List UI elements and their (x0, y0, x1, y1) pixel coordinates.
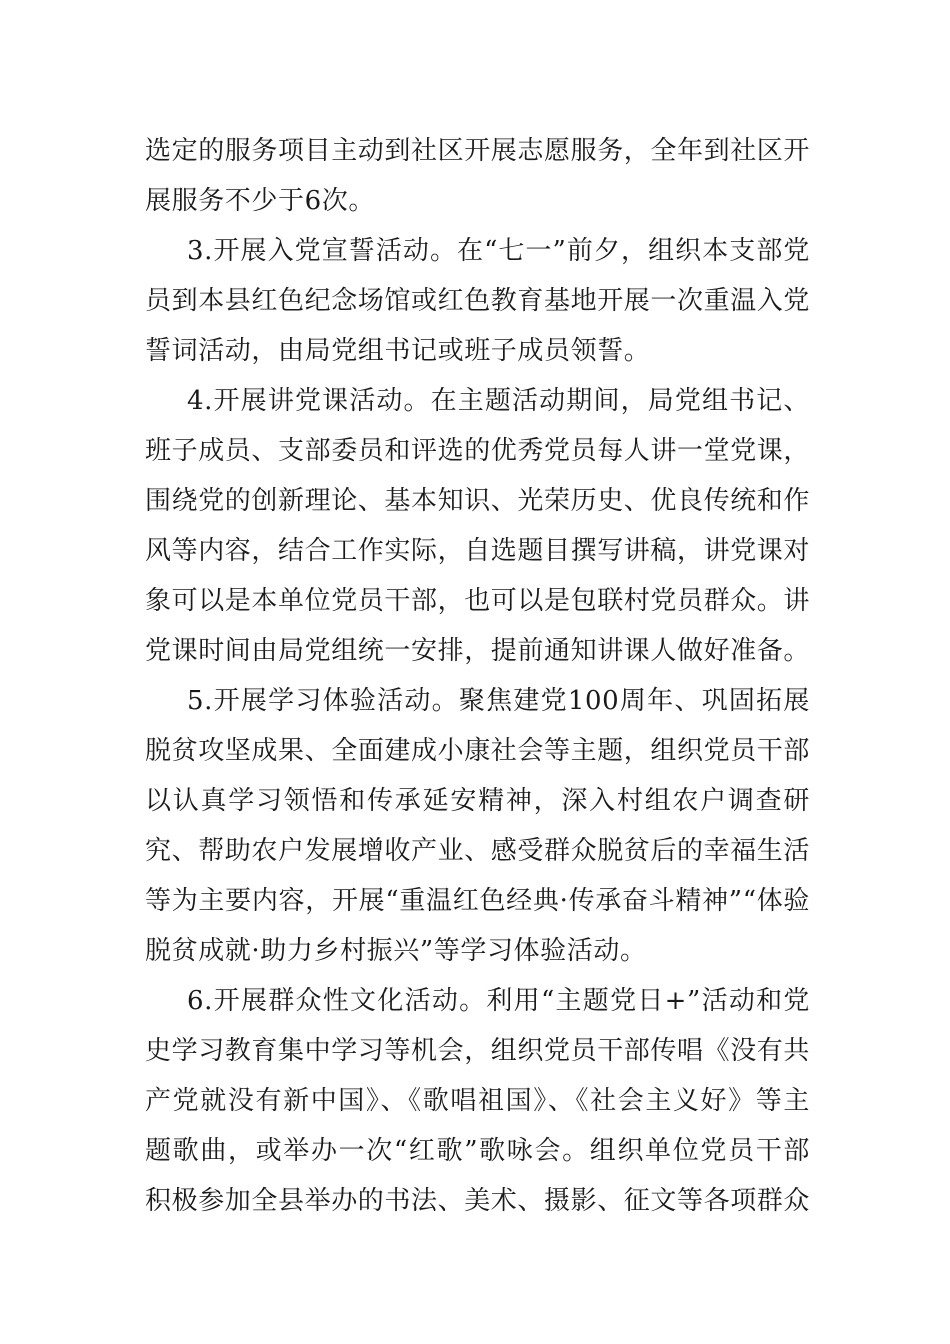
paragraph-3: 4.开展讲党课活动。在主题活动期间，局党组书记、班子成员、支部委员和评选的优秀党员每人讲一堂党课，围绕党的创新理论、基本知识、光荣历史、优良传统和作风等内容，结合工作实际，自选题目撰写讲稿，讲党课对象可以是本单位党员干部，也可以是包联村党员群众。讲党课时间由局党组统一安排，提前通知讲课人做好准备。 (145, 386, 811, 666)
paragraph-1: 选定的服务项目主动到社区开展志愿服务，全年到社区开展服务不少于6次。 (145, 136, 811, 216)
paragraph-2: 3.开展入党宣誓活动。在“七一”前夕，组织本支部党员到本县红色纪念场馆或红色教育基地开展一次重温入党誓词活动，由局党组书记或班子成员领誓。 (145, 236, 811, 366)
paragraph-5: 6.开展群众性文化活动。利用“主题党日+”活动和党史学习教育集中学习等机会，组织党员干部传唱《没有共产党就没有新中国》、《歌唱祖国》、《社会主义好》等主题歌曲，或举办一次“红歌”歌咏会。组织单位党员干部积极参加全县举办的书法、美术、摄影、征文等各项群众 (145, 986, 811, 1216)
paragraph-4: 5.开展学习体验活动。聚焦建党100周年、巩固拓展脱贫攻坚成果、全面建成小康社会等主题，组织党员干部以认真学习领悟和传承延安精神，深入村组农户调查研究、帮助农户发展增收产业、感受群众脱贫后的幸福生活等为主要内容，开展“重温红色经典·传承奋斗精神”“体验脱贫成就·助力乡村振兴”等学习体验活动。 (145, 686, 811, 966)
document-body (145, 126, 810, 1226)
